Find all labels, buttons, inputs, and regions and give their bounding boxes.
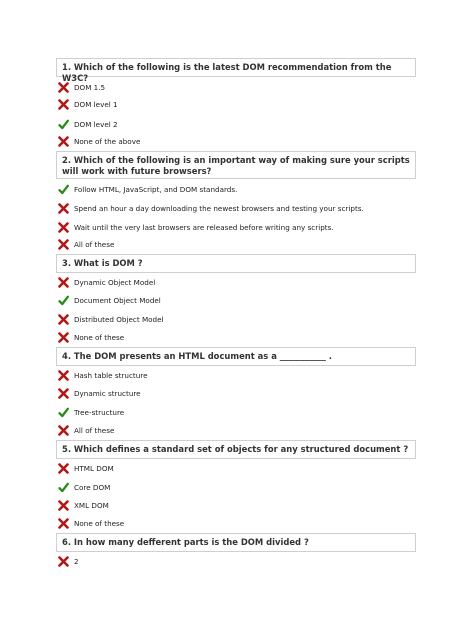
question-1: 1. Which of the following is the latest DOM recommendation from the W3C? <box>56 58 416 77</box>
question-4: 4. The DOM presents an HTML document as a ___________ . <box>56 347 416 366</box>
check-icon <box>58 119 69 130</box>
option-3-4 <box>58 331 124 344</box>
option-label: Dynamic structure <box>74 389 141 398</box>
option-label: HTML DOM <box>74 464 114 473</box>
cross-icon <box>58 222 69 233</box>
question-3: 3. What is DOM ? <box>56 254 416 273</box>
option-label: DOM level 1 <box>74 100 118 109</box>
option-label: 2 <box>74 557 79 566</box>
check-icon <box>58 407 69 418</box>
question-2: 2. Which of the following is an important way of making sure your scripts will work with future browsers? <box>56 151 416 179</box>
cross-icon <box>58 239 69 250</box>
option-label: Core DOM <box>74 483 111 492</box>
option-1-3 <box>58 118 118 131</box>
cross-icon <box>58 136 69 147</box>
cross-icon <box>58 82 69 93</box>
option-4-4 <box>58 424 114 437</box>
option-3-3 <box>58 313 164 326</box>
option-label: None of the above <box>74 137 141 146</box>
option-5-1 <box>58 462 114 475</box>
option-4-3 <box>58 406 124 419</box>
check-icon <box>58 482 69 493</box>
cross-icon <box>58 556 69 567</box>
option-label: Hash table structure <box>74 371 148 380</box>
option-1-4 <box>58 135 140 148</box>
option-label: All of these <box>74 426 115 435</box>
option-5-4 <box>58 517 124 530</box>
cross-icon <box>58 99 69 110</box>
option-3-1 <box>58 276 155 289</box>
cross-icon <box>58 370 69 381</box>
option-label: Dynamic Object Model <box>74 278 156 287</box>
option-label: Tree-structure <box>74 408 125 417</box>
option-label: Follow HTML, JavaScript, and DOM standards. <box>74 185 238 194</box>
option-label: XML DOM <box>74 501 109 510</box>
cross-icon <box>58 500 69 511</box>
cross-icon <box>58 277 69 288</box>
question-5: 5. Which defines a standard set of objects for any structured document ? <box>56 440 416 459</box>
option-label: DOM level 2 <box>74 120 118 129</box>
option-label: Wait until the very last browsers are released before writing any scripts. <box>74 223 334 232</box>
question-6: 6. In how many defferent parts is the DOM divided ? <box>56 533 416 552</box>
cross-icon <box>58 203 69 214</box>
option-label: All of these <box>74 240 115 249</box>
cross-icon <box>58 332 69 343</box>
option-4-1 <box>58 369 148 382</box>
check-icon <box>58 295 69 306</box>
check-icon <box>58 184 69 195</box>
option-label: None of these <box>74 333 125 342</box>
option-label: Document Object Model <box>74 296 161 305</box>
option-4-2 <box>58 387 141 400</box>
option-3-2 <box>58 294 161 307</box>
option-label: Distributed Object Model <box>74 315 164 324</box>
option-2-1 <box>58 183 237 196</box>
option-1-2 <box>58 98 118 111</box>
option-5-2 <box>58 481 110 494</box>
cross-icon <box>58 314 69 325</box>
option-6-1 <box>58 555 79 568</box>
option-2-3 <box>58 221 334 234</box>
cross-icon <box>58 425 69 436</box>
option-2-2 <box>58 202 364 215</box>
cross-icon <box>58 388 69 399</box>
option-label: Spend an hour a day downloading the newest browsers and testing your scripts. <box>74 204 364 213</box>
cross-icon <box>58 463 69 474</box>
cross-icon <box>58 518 69 529</box>
option-1-1 <box>58 81 105 94</box>
option-2-4 <box>58 238 114 251</box>
option-label: DOM 1.5 <box>74 83 106 92</box>
option-label: None of these <box>74 519 125 528</box>
option-5-3 <box>58 499 109 512</box>
